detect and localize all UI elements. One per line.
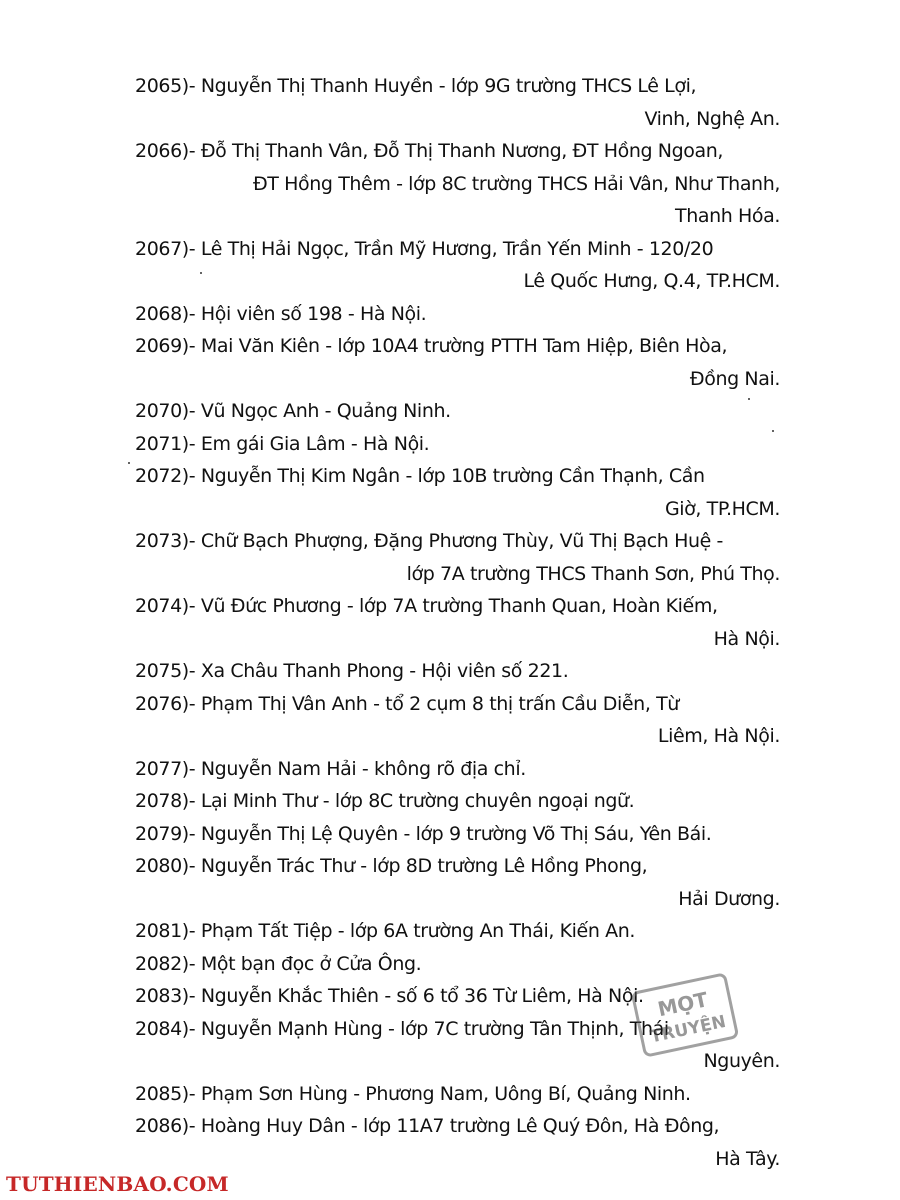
entry-first-line: 2084)- Nguyễn Mạnh Hùng - lớp 7C trường Tân Thịnh, Thái — [135, 1017, 669, 1040]
entry-continuation-line: Hải Dương. — [678, 887, 780, 910]
entry-first-line: 2071)- Em gái Gia Lâm - Hà Nội. — [135, 432, 430, 455]
list-item — [135, 298, 780, 331]
list-item — [135, 850, 780, 915]
list-item — [135, 395, 780, 428]
list-item — [135, 70, 780, 135]
entry-continuation-line: Nguyên. — [703, 1050, 780, 1072]
entry-first-line: 2072)- Nguyễn Thị Kim Ngân - lớp 10B trường Cần Thạnh, Cần — [135, 465, 705, 487]
entry-first-line: 2065)- Nguyễn Thị Thanh Huyền - lớp 9G trường THCS Lê Lợi, — [135, 75, 697, 97]
entry-continuation-line: Hà Tây. — [715, 1147, 780, 1170]
scan-speck — [772, 430, 774, 432]
list-item — [135, 818, 780, 851]
entry-first-line: 2074)- Vũ Đức Phương - lớp 7A trường Thanh Quan, Hoàn Kiếm, — [135, 595, 718, 617]
entry-continuation-line: Thanh Hóa. — [674, 205, 780, 227]
watermark-logo — [630, 965, 740, 1065]
entry-first-line: 2077)- Nguyễn Nam Hải - không rõ địa chỉ. — [135, 757, 526, 780]
entry-first-line: 2067)- Lê Thị Hải Ngọc, Trần Mỹ Hương, Trần Yến Minh - 120/20 — [135, 237, 714, 260]
list-item — [135, 1110, 780, 1175]
site-watermark: TUTHIENBAO.COM — [6, 1172, 229, 1196]
entry-first-line: 2082)- Một bạn đọc ở Cửa Ông. — [135, 952, 422, 975]
entry-first-line: 2083)- Nguyễn Khắc Thiên - số 6 tổ 36 Từ Liêm, Hà Nội. — [135, 985, 644, 1007]
list-item — [135, 330, 780, 395]
list-item — [135, 785, 780, 818]
entry-first-line: 2068)- Hội viên số 198 - Hà Nội. — [135, 302, 427, 325]
list-item — [135, 428, 780, 461]
list-item — [135, 655, 780, 688]
entry-first-line: 2070)- Vũ Ngọc Anh - Quảng Ninh. — [135, 400, 451, 422]
entry-first-line: 2069)- Mai Văn Kiên - lớp 10A4 trường PTTH Tam Hiệp, Biên Hòa, — [135, 335, 728, 357]
entry-continuation-line: ĐT Hồng Thêm - lớp 8C trường THCS Hải Vân, Như Thanh, — [252, 172, 780, 195]
entry-continuation-line: Đồng Nai. — [689, 367, 780, 390]
entry-continuation-line: Lê Quốc Hưng, Q.4, TP.HCM. — [523, 270, 780, 292]
entry-first-line: 2066)- Đỗ Thị Thanh Vân, Đỗ Thị Thanh Nương, ĐT Hồng Ngoan, — [135, 140, 723, 162]
entry-first-line: 2079)- Nguyễn Thị Lệ Quyên - lớp 9 trường Võ Thị Sáu, Yên Bái. — [135, 822, 712, 845]
entry-first-line: 2085)- Phạm Sơn Hùng - Phương Nam, Uông Bí, Quảng Ninh. — [135, 1082, 691, 1105]
entry-first-line: 2073)- Chữ Bạch Phượng, Đặng Phương Thùy, Vũ Thị Bạch Huệ - — [135, 530, 723, 552]
watermark-line-2: TRUYỆN — [648, 1011, 728, 1048]
list-item — [135, 460, 780, 525]
list-item — [135, 135, 780, 233]
list-item — [135, 1078, 780, 1111]
entry-first-line: 2076)- Phạm Thị Vân Anh - tổ 2 cụm 8 thị trấn Cầu Diễn, Từ — [135, 692, 679, 715]
entry-continuation-line: lớp 7A trường THCS Thanh Sơn, Phú Thọ. — [406, 562, 780, 585]
list-item — [135, 233, 780, 298]
entry-continuation-line: Vinh, Nghệ An. — [644, 107, 780, 130]
watermark-line-1: MỌT — [655, 987, 710, 1022]
entry-continuation-line: Giờ, TP.HCM. — [664, 497, 780, 520]
list-item — [135, 753, 780, 786]
scan-speck — [200, 272, 202, 274]
entry-first-line: 2086)- Hoàng Huy Dân - lớp 11A7 trường Lê Quý Đôn, Hà Đông, — [135, 1115, 720, 1137]
entry-first-line: 2075)- Xa Châu Thanh Phong - Hội viên số 221. — [135, 660, 569, 682]
scan-speck — [128, 462, 130, 464]
list-item — [135, 688, 780, 753]
entry-first-line: 2081)- Phạm Tất Tiệp - lớp 6A trường An Thái, Kiến An. — [135, 920, 635, 942]
list-item — [135, 915, 780, 948]
list-item — [135, 525, 780, 590]
entry-first-line: 2078)- Lại Minh Thư - lớp 8C trường chuyên ngoại ngữ. — [135, 790, 635, 812]
entry-continuation-line: Liêm, Hà Nội. — [657, 725, 780, 747]
entry-continuation-line: Hà Nội. — [713, 627, 780, 650]
scan-speck — [748, 398, 750, 400]
entry-first-line: 2080)- Nguyễn Trác Thư - lớp 8D trường Lê Hồng Phong, — [135, 855, 648, 877]
list-item — [135, 590, 780, 655]
